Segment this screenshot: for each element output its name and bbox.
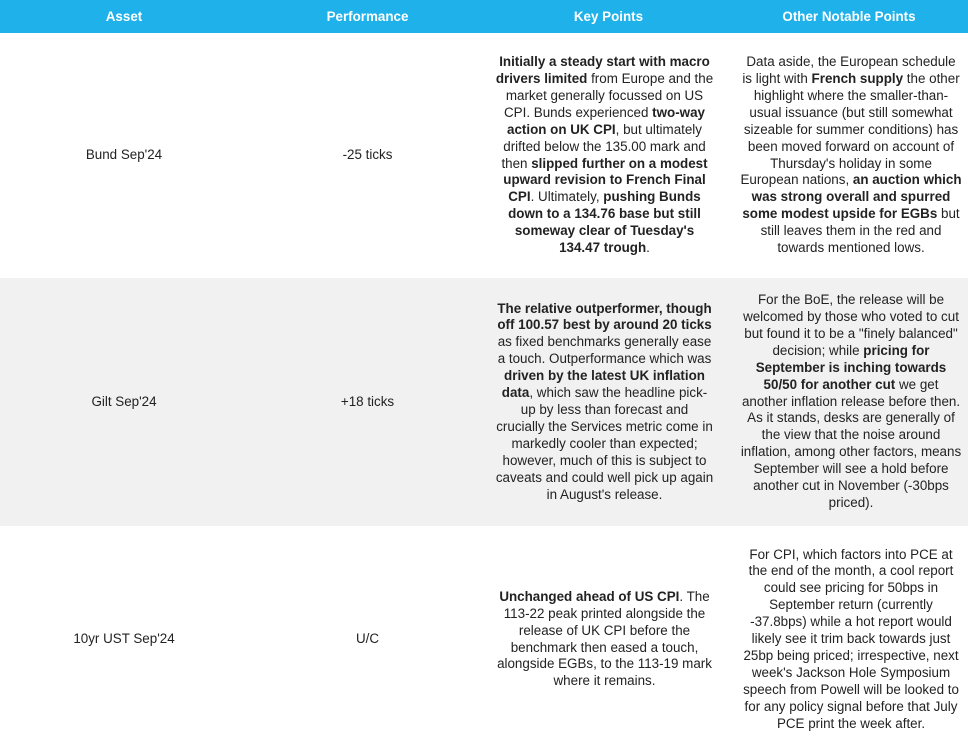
performance-cell: U/C [355,631,380,647]
header-row [0,0,968,33]
body-text: from Europe and the market generally focussed on US CPI. Bunds experienced [504,70,714,120]
key-points-cell [487,278,730,526]
performance-cell: +18 ticks [248,278,487,526]
body-text: . [646,240,650,256]
key-points-cell [487,526,730,753]
highlight-text: an auction which was strong overall and spurred some modest upside for EGBs [742,172,962,222]
other-points-cell [730,526,968,753]
body-text: , which saw the headline pick-up by less than forecast and crucially the Services metric come in markedly cooler than expected; however, much of this is subject to caveats and could well pick up again in August's release. [495,385,714,502]
asset-cell: 10yr UST Sep'24 [73,631,175,647]
header-performance: Performance [248,0,487,33]
highlight-text: pricing for September is inching towards 50/50 for another cut [755,342,947,392]
asset-cell: Bund Sep'24 [85,147,163,163]
header-other-notable-points: Other Notable Points [730,0,968,33]
highlight-text: French supply [811,70,904,86]
body-text: the other highlight where the smaller-than-usual issuance (but still somewhat sizeable for summer conditions) has been moved forward on account of Thursday's holiday in some European nations, [740,70,960,188]
table-header [0,0,968,33]
body-text: but still leaves them in the red and towards mentioned lows. [760,206,960,256]
highlight-text: slipped further on a modest upward revision to French Final CPI [503,155,708,205]
body-text: . Ultimately, [530,189,604,205]
highlight-text: two-way action on UK CPI [507,104,705,137]
highlight-text: Initially a steady start with macro drivers limited [495,54,710,86]
body-text: we get another inflation release before then. As it stands, desks are generally of the view that the noise around inflation, among other factors, means September will see a hold before another cut in November (-30bps priced). [740,376,962,510]
highlight-text: driven by the latest UK inflation data [501,368,705,401]
body-text: as fixed benchmarks generally ease a touch. Outperformance which was [497,334,712,367]
highlight-text: The relative outperformer, though off 100.57 best by around 20 ticks [497,300,712,333]
table-row-bund [0,33,968,278]
body-text: For the BoE, the release will be welcomed by those who voted to cut but found it to be a "finely balanced" decision; while [743,292,959,358]
key-points-cell [487,33,730,278]
header-asset: Asset [0,0,248,33]
performance-cell: -25 ticks [342,147,393,163]
body-text: For CPI, which factors into PCE at the end of the month, a cool report could see pricing for 50bps in September return (currently -37.8bps) while a hot report would likely see it trim back towards just 25bp being priced; irrespective, next week's Jackson Hole Symposium speech from Powell will be looked to for any policy signal before that July PCE print the week after. [743,546,959,731]
table-row-ust [0,526,968,753]
highlight-text: Unchanged ahead of US CPI [499,588,680,604]
header-key-points: Key Points [487,0,730,33]
highlight-text: pushing Bunds down to a 134.76 base but still someway clear of Tuesday's 134.47 trough [508,189,701,256]
other-points-cell [730,33,968,278]
asset-cell: Gilt Sep'24 [0,278,248,526]
other-points-cell [730,278,968,526]
body-text: . The 113-22 peak printed alongside the release of UK CPI before the benchmark then eased a touch, alongside EGBs, to the 113-19 mark where it remains. [497,588,712,689]
table-row-gilt [0,278,968,526]
table-body [0,33,968,753]
body-text: , but ultimately drifted below the 135.00 mark and then [501,121,706,171]
body-text: Data aside, the European schedule is light with [742,54,956,86]
